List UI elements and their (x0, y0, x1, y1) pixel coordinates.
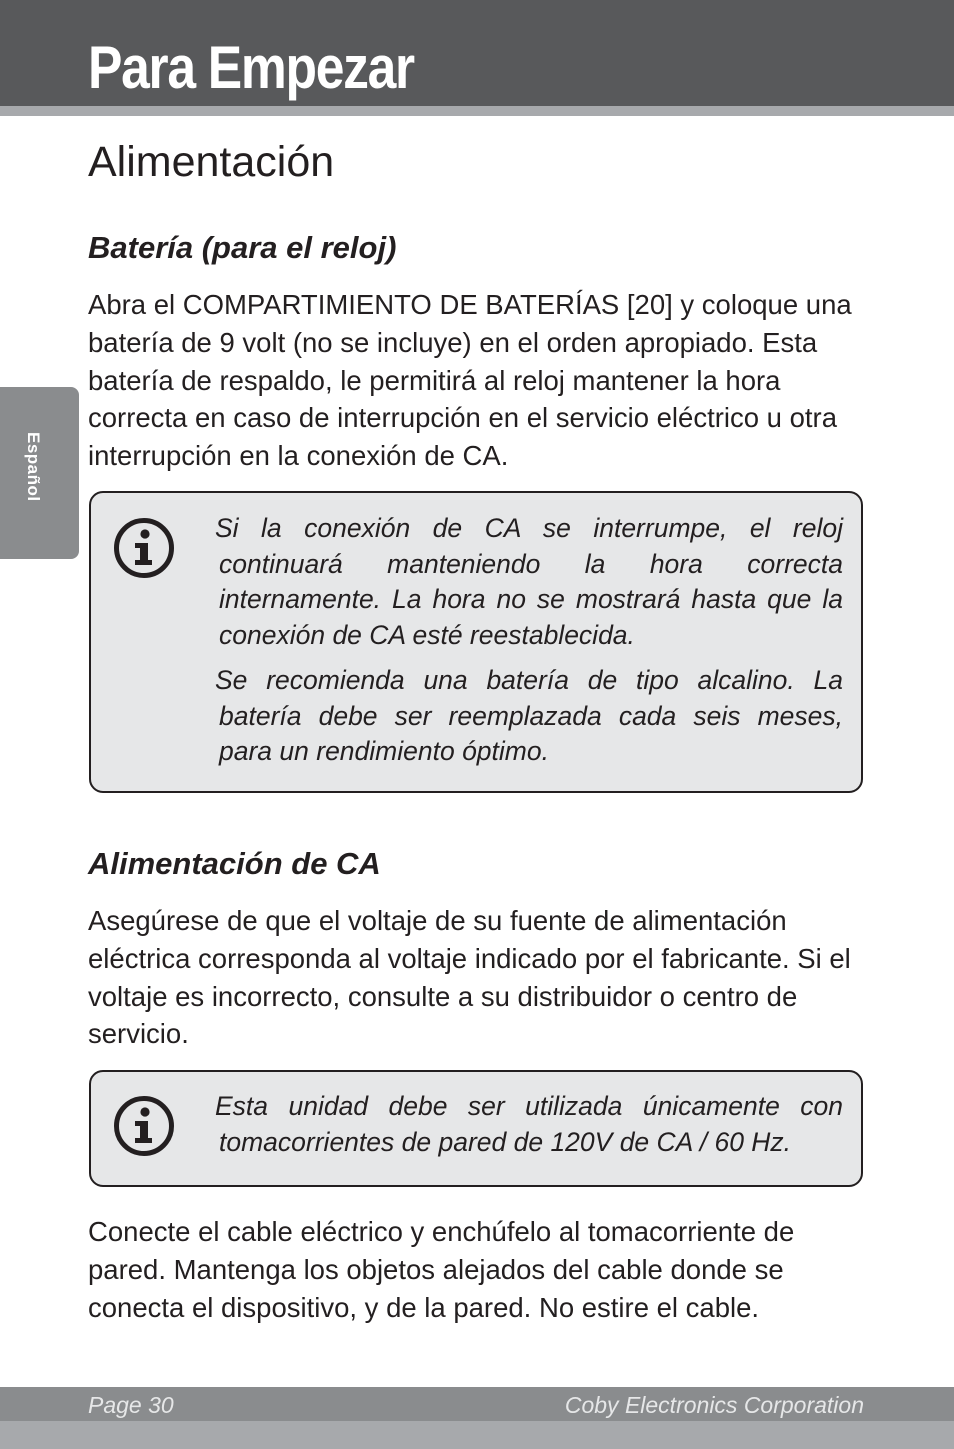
page-title: Para Empezar (88, 34, 414, 101)
company-name: Coby Electronics Corporation (564, 1392, 864, 1418)
ac-power-heading: Alimentación de CA (88, 846, 381, 881)
ac-note-text: Esta unidad debe ser utilizada únicamente con tomacorrientes de pared de 120V de CA / 60 Hz. (215, 1091, 843, 1157)
ac-note-box (89, 1070, 863, 1187)
info-icon (113, 1095, 175, 1157)
battery-heading: Batería (para el reloj) (88, 230, 397, 265)
battery-note-box (89, 491, 863, 793)
battery-paragraph: Abra el COMPARTIMIENTO DE BATERÍAS [20] y coloque una batería de 9 volt (no se incluye) en el orden apropiado. Esta batería de respaldo, le permitirá al reloj mantener la hora correcta en caso de interrupción en el servicio eléctrico u otra interrupción en la conexión de CA. (88, 289, 852, 472)
ac-power-paragraph: Asegúrese de que el voltaje de su fuente de alimentación eléctrica corresponda al voltaje indicado por el fabricante. Si el voltaje es incorrecto, consulte a su distribuidor o centro de servicio. (88, 905, 851, 1050)
header-stripe (0, 106, 954, 116)
closing-paragraph: Conecte el cable eléctrico y enchúfelo al tomacorriente de pared. Mantenga los objetos alejados del cable donde se conecta el dispositivo, y de la pared. No estire el cable. (88, 1216, 795, 1323)
footer-stripe (0, 1421, 954, 1449)
battery-note-text-1: Si la conexión de CA se interrumpe, el reloj continuará manteniendo la hora correcta internamente. La hora no se mostrará hasta que la conexión de CA esté reestablecida. (215, 513, 843, 650)
battery-note-text-2: Se recomienda una batería de tipo alcalino. La batería debe ser reemplazada cada seis meses, para un rendimiento óptimo. (215, 665, 843, 766)
page-number: Page 30 (88, 1392, 174, 1418)
info-icon (113, 517, 175, 579)
section-title: Alimentación (88, 138, 335, 186)
language-tab-label: Español (24, 432, 43, 502)
